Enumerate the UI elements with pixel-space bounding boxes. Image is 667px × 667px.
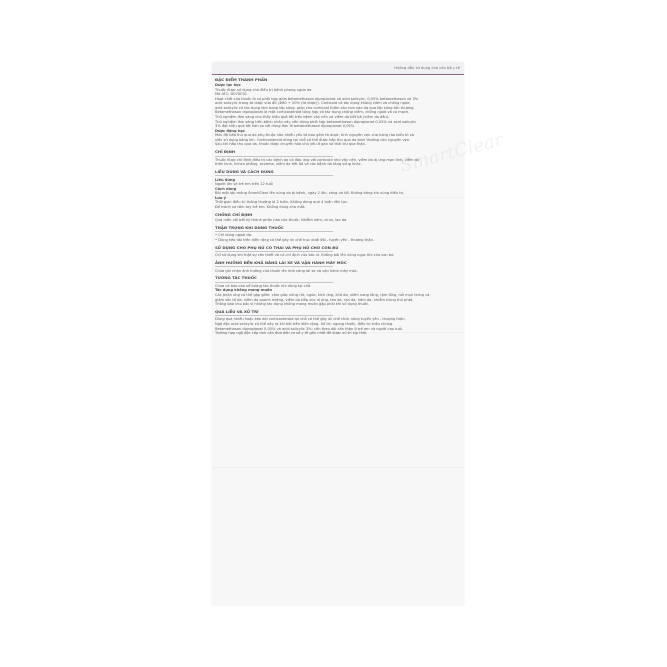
subheading: Dược động học	[215, 128, 245, 133]
paragraph-line: Thuốc được chỉ định điều trị các bệnh da có đáp ứng với corticoid như vảy nến, viêm da dị ứng mạn tính, viêm da	[215, 157, 420, 162]
paragraph-line: giảm sắc tố da, viêm da quanh miệng, viêm da tiếp xúc dị ứng, teo da, rạn da, hăm da, nhiễm trùng thứ phát.	[215, 297, 414, 302]
section-title: ẢNH HƯỞNG ĐẾN KHẢ NĂNG LÁI XE VÀ VẬN HÀNH MÁY MÓC	[215, 260, 347, 266]
paragraph-line: Chỉ sử dụng khi thật sự cần thiết và có chỉ định của bác sĩ. Không bôi lên vùng ngực khi cho con bú.	[215, 253, 395, 258]
section-contraindications	[215, 213, 455, 223]
subheading: Cách dùng	[215, 186, 237, 191]
paragraph-line: acid salicylic có tác dụng làm bong lớp sừng, giúp cho corticoid thấm sâu hơn vào da qua lớp sừng tổn thương.	[215, 105, 415, 110]
paragraph-line: Quá mẫn với bất kỳ thành phần nào của thuốc. Nhiễm nấm, virus, lao da.	[215, 217, 348, 222]
paragraph-line: Trường hợp ngộ độc cấp tính cần đưa đến cơ sở y tế gần nhất để được xử trí kịp thời.	[215, 331, 368, 336]
section-rule	[215, 156, 333, 157]
paragraph-line: Người lớn và trẻ em trên 12 tuổi	[215, 182, 273, 187]
paragraph-line: thần kinh, lichen phẳng, eczema, viêm da tiết bã và các bệnh da tăng sừng khác.	[215, 162, 362, 167]
paragraph-line: Thời gian điều trị thông thường là 2 tuần. Không dùng quá 4 tuần liên tục.	[215, 200, 349, 205]
section-title: LIỀU DÙNG VÀ CÁCH DÙNG	[215, 169, 274, 175]
leaflet-page	[212, 62, 506, 605]
section-title: CHỐNG CHỈ ĐỊNH	[215, 211, 253, 217]
paragraph-line: • Chỉ dùng ngoài da.	[215, 233, 253, 238]
section-title: ĐẶC ĐIỂM THÀNH PHẦN	[215, 77, 268, 82]
header-divider	[212, 74, 464, 75]
section-interactions	[215, 276, 455, 306]
paragraph-line: Betamethason dipropionat 0,05% và acid salicylic 3%: cần theo dõi cẩn thận ở trẻ em và người cao tuổi.	[215, 326, 404, 331]
paragraph-line: Mức độ hấp thu qua da phụ thuộc vào nhiều yếu tố bao gồm tá dược, tính nguyên vẹn của hàng rào biểu bì và	[215, 133, 414, 138]
subheading: Liều dùng	[215, 177, 236, 182]
section-title: THẬN TRỌNG KHI DÙNG THUỐC	[215, 224, 284, 230]
section-rule	[215, 282, 333, 283]
section-title: CHỈ ĐỊNH	[215, 149, 236, 155]
section-indications	[215, 150, 455, 167]
paragraph-line: Dùng quá nhiều hoặc kéo dài corticosteroid tại chỗ có thể gây ức chế chức năng tuyến yên - thượng thận.	[215, 317, 406, 322]
paragraph-line: 3% đạt hiệu quả tốt hơn so với dùng đơn lẻ betamethason dipropionat 0,05%.	[215, 124, 356, 129]
paragraph-line: Chưa có báo cáo về tương tác thuốc khi dùng tại chỗ.	[215, 283, 312, 288]
paragraph-line: Chưa ghi nhận ảnh hưởng của thuốc lên khả năng lái xe và vận hành máy móc.	[215, 268, 358, 273]
paragraph-line: Bôi một lớp mỏng SmartClear lên vùng da bị bệnh, ngày 2 lần, sáng và tối. Không băng kín vùng điều trị.	[215, 191, 405, 196]
paragraph-line: Ngộ độc acid salicylic có thể xảy ra khi bôi trên diện rộng. Xử trí: ngưng thuốc, điều trị triệu chứng.	[215, 321, 394, 326]
watermark-text: SmartClear	[397, 129, 506, 177]
section-title: SỬ DỤNG CHO PHỤ NỮ CÓ THAI VÀ PHỤ NỮ CHO CON BÚ	[215, 244, 339, 250]
paragraph-line: Thông báo cho bác sĩ những tác dụng không mong muốn gặp phải khi sử dụng thuốc.	[215, 302, 370, 307]
section-driving	[215, 261, 455, 273]
section-rule	[215, 231, 333, 232]
paragraph-line: • Dùng kéo dài trên diện rộng có thể gây ức chế trục dưới đồi - tuyến yên - thượng thận.	[215, 237, 375, 242]
section-composition	[215, 78, 455, 147]
paragraph-line: Các phản ứng có thể gặp gồm: cảm giác nóng rát, ngứa, kích ứng, khô da, viêm nang lông, rậm lông, nổi mụn trứng cá,	[215, 292, 431, 297]
paragraph-line: Thuốc được sử dụng cho điều trị bệnh phong ngứa da.	[215, 87, 313, 92]
paragraph-line: acid salicylic trong tá dược vừa đủ (#80 + 20% (tá dược)). Corticoid có tác dụng kháng viêm và chống ngứa,	[215, 101, 411, 106]
section-rule	[215, 315, 333, 316]
paragraph-line: Mã ATC: D07XC01	[215, 92, 248, 97]
paragraph-line: Sau khi hấp thu qua da, thuốc được chuyển hóa chủ yếu ở gan và thải trừ qua thận.	[215, 142, 367, 147]
paragraph-line: Betamethason dipropionat là một corticosteroid tổng hợp có tác dụng chống viêm, chống ngứa và co mạch.	[215, 110, 410, 115]
section-dosage	[215, 170, 455, 209]
section-pregnancy	[215, 246, 455, 258]
paragraph-line: Thử nghiệm lâm sàng cho thấy hiệu quả tốt trên bệnh vảy nến và viêm da tiết bã (viêm da dầu).	[215, 114, 390, 119]
subheading: Dược lực học	[215, 83, 241, 88]
section-title: QUÁ LIỀU VÀ XỬ TRÍ	[215, 308, 259, 314]
paragraph-line: việc sử dụng băng kín. Corticosteroid dùng tại chỗ có thể được hấp thu qua da bình thường còn nguyên vẹn.	[215, 137, 411, 142]
section-rule	[215, 251, 333, 252]
paragraph-line: Hoạt chất của thuốc là sự phối hợp giữa betamethason dipropionat và acid salicylic, 0,05% betamethason và 3%	[215, 96, 419, 101]
section-rule	[215, 266, 333, 267]
section-rule	[215, 175, 333, 176]
leaflet-content	[215, 78, 455, 339]
paragraph-line: Thử nghiệm lâm sàng trên bệnh nhân vảy nến dùng phối hợp betamethason dipropionat 0,05% và acid salicylic	[215, 119, 417, 124]
subheading: Tác dụng không mong muốn	[215, 288, 273, 293]
section-title: TƯƠNG TÁC THUỐC	[215, 275, 257, 281]
header-note: Hướng dẫn sử dụng cho cán bộ y tế	[394, 66, 460, 70]
section-warnings	[215, 226, 455, 243]
section-overdose	[215, 310, 455, 336]
fold-line	[212, 467, 464, 468]
subheading: Lưu ý	[215, 195, 227, 200]
paragraph-line: Để tránh xa tầm tay trẻ em. Không dùng cho mắt.	[215, 204, 306, 209]
